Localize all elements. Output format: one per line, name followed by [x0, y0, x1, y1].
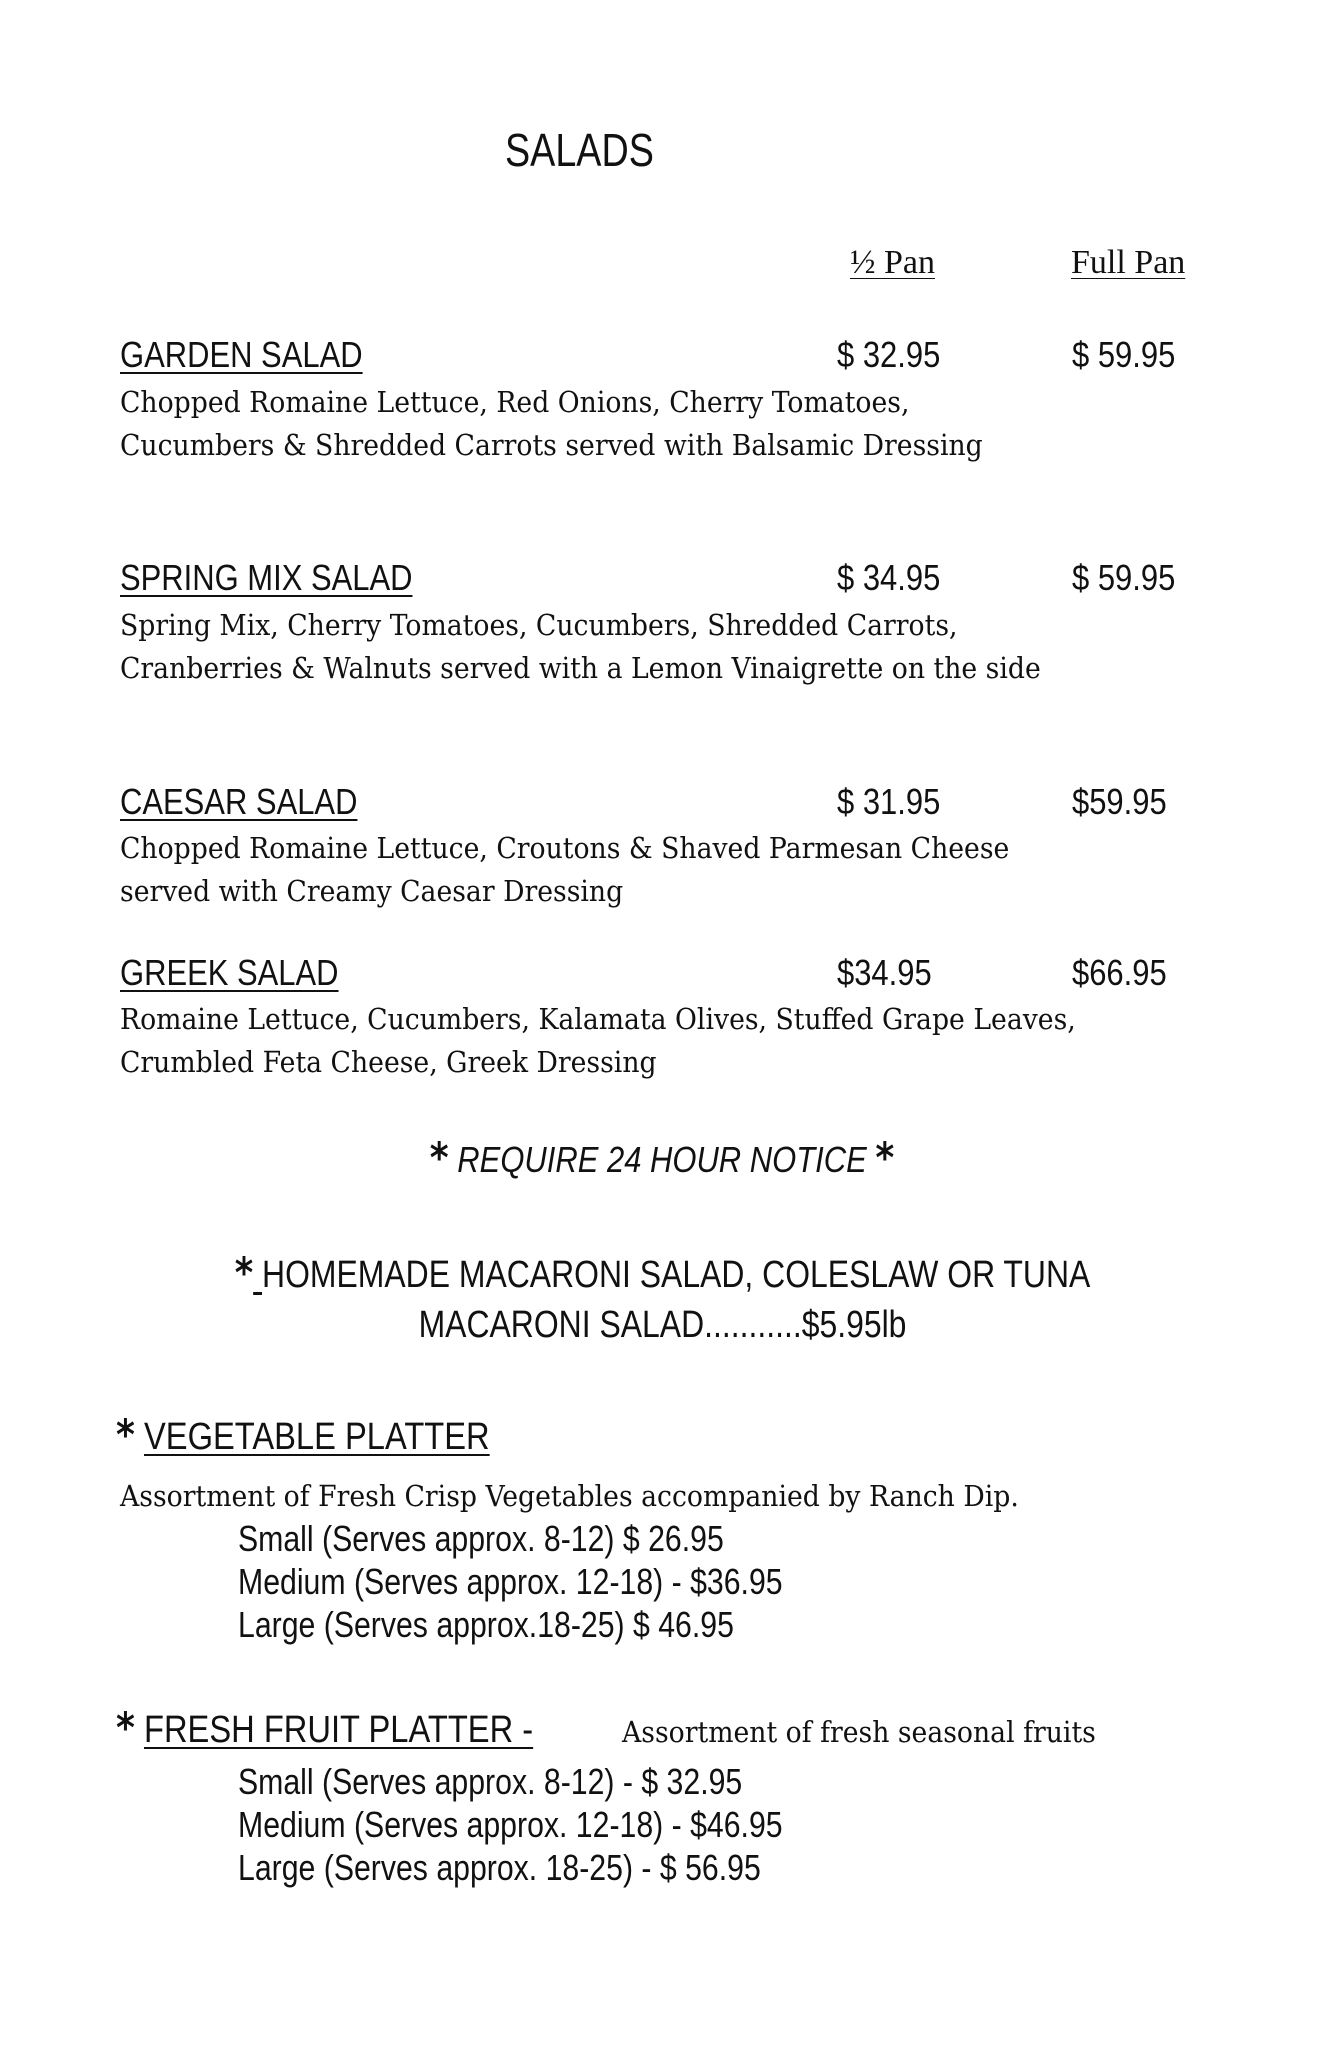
- vegetable-platter-description: Assortment of Fresh Crisp Vegetables accompanied by Ranch Dip.: [120, 1479, 1019, 1513]
- price-half-spring-mix-salad: $ 34.95: [837, 557, 941, 598]
- fruit-platter-title: [116, 1703, 533, 1752]
- asterisk-icon: *: [116, 1410, 135, 1459]
- notice-text: REQUIRE 24 HOUR NOTICE: [457, 1139, 868, 1180]
- description-line: Cranberries & Walnuts served with a Lemon Vinaigrette on the side: [120, 651, 1041, 685]
- item-name-greek-salad: GREEK SALAD: [120, 952, 339, 993]
- description-line: Cucumbers & Shredded Carrots served with Balsamic Dressing: [120, 428, 983, 462]
- notice-banner: [0, 1133, 1325, 1182]
- homemade-salads-block: [0, 1248, 1325, 1350]
- item-description-spring-mix-salad: [120, 604, 1041, 690]
- item-description-garden-salad: [120, 381, 983, 467]
- asterisk-icon: *: [234, 1248, 254, 1297]
- fruit-platter-size-medium: Medium (Serves approx. 12-18) - $46.95: [238, 1804, 783, 1845]
- vegetable-platter-size-large: Large (Serves approx.18-25) $ 46.95: [238, 1604, 734, 1645]
- page-title: SALADS: [505, 124, 654, 176]
- vegetable-platter-name: VEGETABLE PLATTER: [143, 1416, 490, 1458]
- item-name-spring-mix-salad: SPRING MIX SALAD: [120, 557, 413, 598]
- price-half-garden-salad: $ 32.95: [837, 334, 941, 375]
- description-line: Spring Mix, Cherry Tomatoes, Cucumbers, Shredded Carrots,: [120, 608, 958, 642]
- half-pan-header: ½ Pan: [850, 244, 935, 281]
- item-name-caesar-salad: CAESAR SALAD: [120, 781, 358, 822]
- price-full-garden-salad: $ 59.95: [1072, 334, 1176, 375]
- full-pan-header: Full Pan: [1071, 244, 1186, 281]
- price-full-greek-salad: $66.95: [1072, 952, 1167, 993]
- description-line: served with Creamy Caesar Dressing: [120, 874, 624, 908]
- description-line: Crumbled Feta Cheese, Greek Dressing: [120, 1045, 657, 1079]
- price-full-spring-mix-salad: $ 59.95: [1072, 557, 1176, 598]
- vegetable-platter-size-medium: Medium (Serves approx. 12-18) - $36.95: [238, 1561, 783, 1602]
- price-full-caesar-salad: $59.95: [1072, 781, 1167, 822]
- item-description-caesar-salad: [120, 827, 1009, 913]
- vegetable-platter-size-small: Small (Serves approx. 8-12) $ 26.95: [238, 1518, 724, 1559]
- price-half-greek-salad: $34.95: [837, 952, 932, 993]
- description-line: Chopped Romaine Lettuce, Croutons & Shaved Parmesan Cheese: [120, 831, 1010, 865]
- price-half-caesar-salad: $ 31.95: [837, 781, 941, 822]
- asterisk-icon: *: [430, 1133, 450, 1182]
- item-description-greek-salad: [120, 998, 1076, 1084]
- homemade-salads-line-2: MACARONI SALAD...........$5.95lb: [418, 1304, 907, 1346]
- asterisk-icon: *: [116, 1703, 135, 1752]
- fruit-platter-size-large: Large (Serves approx. 18-25) - $ 56.95: [238, 1847, 761, 1888]
- item-name-garden-salad: GARDEN SALAD: [120, 334, 363, 375]
- fruit-platter-size-small: Small (Serves approx. 8-12) - $ 32.95: [238, 1761, 743, 1802]
- fruit-platter-name: FRESH FRUIT PLATTER -: [143, 1709, 534, 1751]
- asterisk-icon: *: [875, 1133, 895, 1182]
- fruit-platter-description: Assortment of fresh seasonal fruits: [622, 1715, 1096, 1749]
- description-line: Romaine Lettuce, Cucumbers, Kalamata Olives, Stuffed Grape Leaves,: [120, 1002, 1076, 1036]
- vegetable-platter-title: [116, 1410, 490, 1459]
- homemade-salads-line-1: HOMEMADE MACARONI SALAD, COLESLAW OR TUNA: [262, 1254, 1091, 1296]
- description-line: Chopped Romaine Lettuce, Red Onions, Cherry Tomatoes,: [120, 385, 910, 419]
